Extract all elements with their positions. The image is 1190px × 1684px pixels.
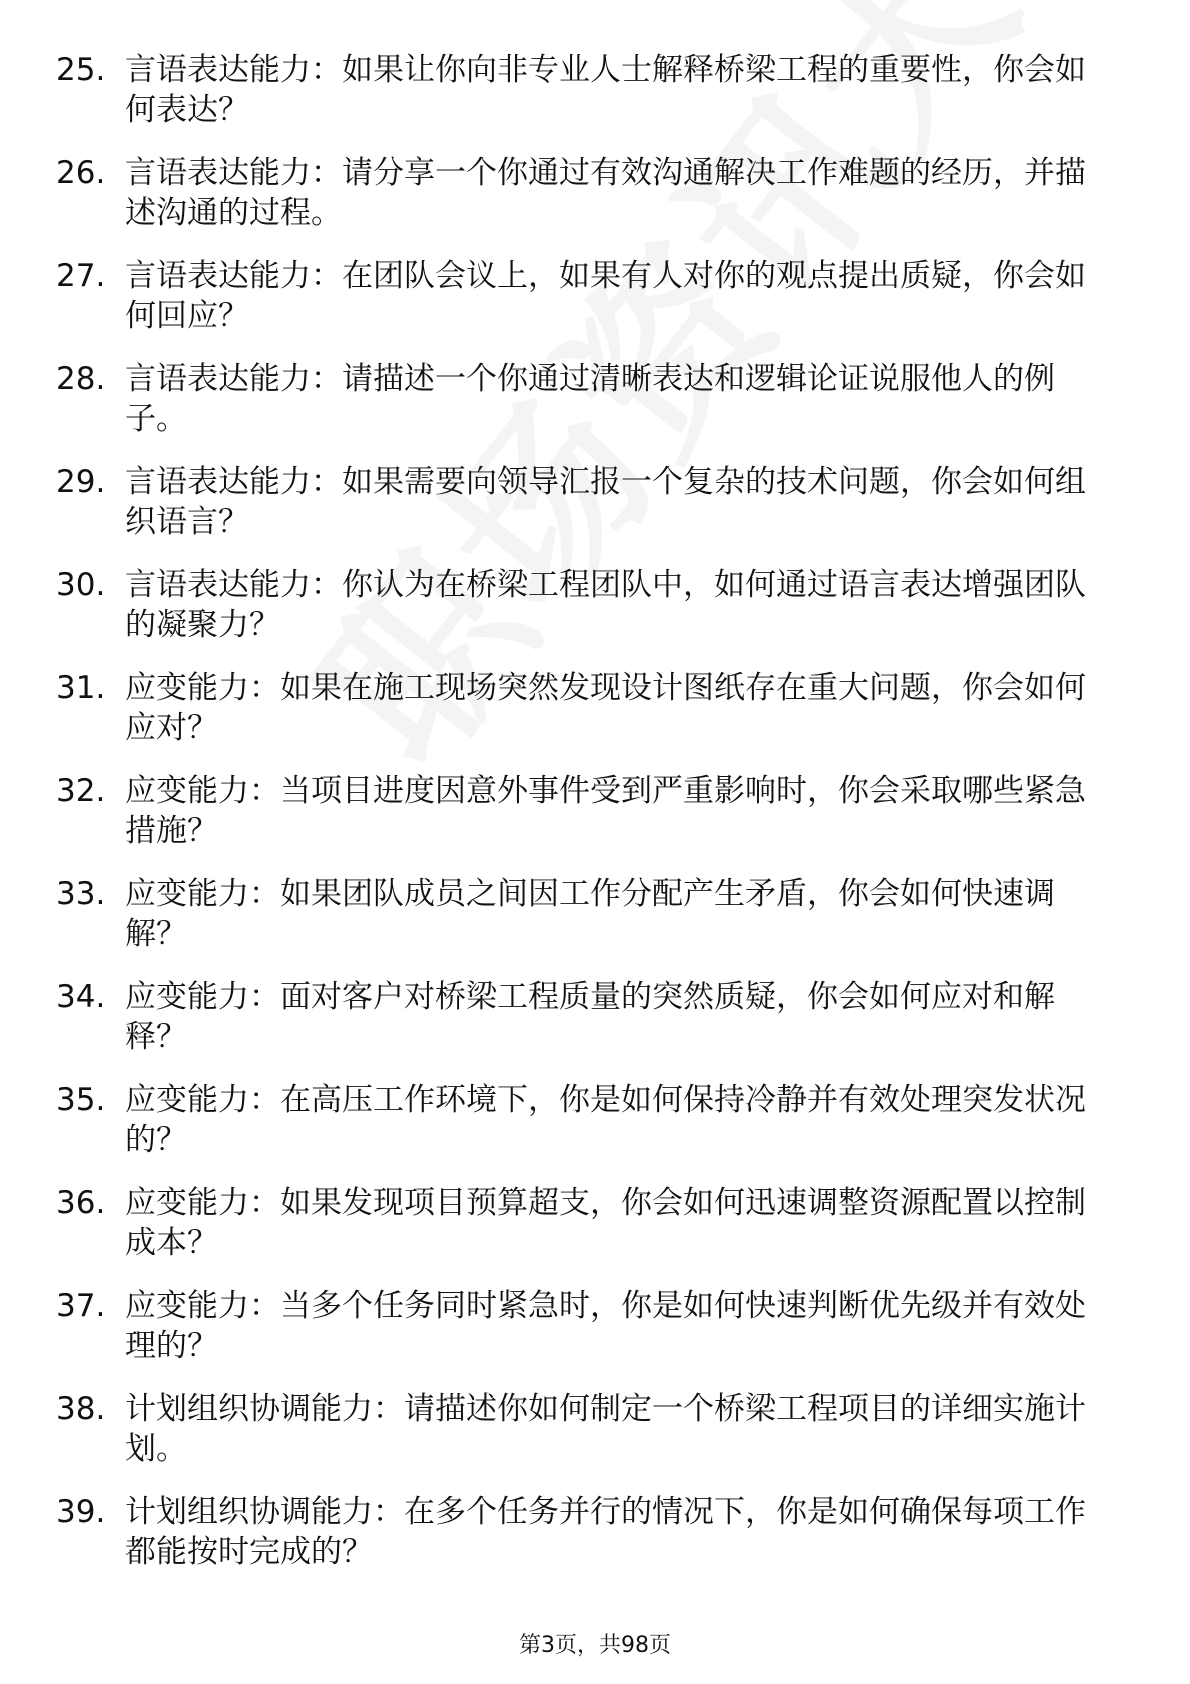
- question-number: 26.: [56, 155, 106, 191]
- question-text: 言语表达能力：在团队会议上，如果有人对你的观点提出质疑，你会如何回应？: [125, 258, 1086, 334]
- question-text: 言语表达能力：请分享一个你通过有效沟通解决工作难题的经历，并描述沟通的过程。: [125, 155, 1086, 231]
- list-item: [0, 771, 1190, 849]
- list-item: [0, 668, 1190, 746]
- question-number: 32.: [56, 773, 106, 809]
- question-text: 言语表达能力：如果需要向领导汇报一个复杂的技术问题，你会如何组织语言？: [125, 464, 1086, 540]
- question-list: [0, 50, 1190, 1595]
- question-text: 应变能力：当多个任务同时紧急时，你是如何快速判断优先级并有效处理的？: [125, 1288, 1086, 1364]
- question-number: 33.: [56, 876, 106, 912]
- question-number: 25.: [56, 52, 106, 88]
- page-footer: 第3页，共98页: [519, 1633, 671, 1658]
- question-number: 34.: [56, 979, 106, 1015]
- question-text: 应变能力：面对客户对桥梁工程质量的突然质疑，你会如何应对和解释？: [125, 979, 1055, 1055]
- question-text: 应变能力：如果团队成员之间因工作分配产生矛盾，你会如何快速调解？: [125, 876, 1055, 952]
- question-text: 计划组织协调能力：请描述你如何制定一个桥梁工程项目的详细实施计划。: [125, 1391, 1086, 1467]
- question-text: 应变能力：当项目进度因意外事件受到严重影响时，你会采取哪些紧急措施？: [125, 773, 1086, 849]
- question-number: 36.: [56, 1185, 106, 1221]
- list-item: [0, 256, 1190, 334]
- question-text: 应变能力：在高压工作环境下，你是如何保持冷静并有效处理突发状况的？: [125, 1082, 1086, 1158]
- list-item: [0, 50, 1190, 128]
- list-item: [0, 1080, 1190, 1158]
- question-text: 计划组织协调能力：在多个任务并行的情况下，你是如何确保每项工作都能按时完成的？: [125, 1494, 1086, 1570]
- list-item: [0, 153, 1190, 231]
- list-item: [0, 462, 1190, 540]
- question-number: 28.: [56, 361, 106, 397]
- list-item: [0, 874, 1190, 952]
- question-number: 29.: [56, 464, 106, 500]
- list-item: [0, 977, 1190, 1055]
- list-item: [0, 565, 1190, 643]
- question-number: 30.: [56, 567, 106, 603]
- list-item: [0, 1492, 1190, 1570]
- question-text: 应变能力：如果在施工现场突然发现设计图纸存在重大问题，你会如何应对？: [125, 670, 1086, 746]
- list-item: [0, 1389, 1190, 1467]
- question-text: 言语表达能力：如果让你向非专业人士解释桥梁工程的重要性，你会如何表达？: [125, 52, 1086, 128]
- list-item: [0, 1286, 1190, 1364]
- question-number: 35.: [56, 1082, 106, 1118]
- question-number: 38.: [56, 1391, 106, 1427]
- question-number: 27.: [56, 258, 106, 294]
- question-text: 应变能力：如果发现项目预算超支，你会如何迅速调整资源配置以控制成本？: [125, 1185, 1086, 1261]
- list-item: [0, 359, 1190, 437]
- question-number: 31.: [56, 670, 106, 706]
- question-text: 言语表达能力：请描述一个你通过清晰表达和逻辑论证说服他人的例子。: [125, 361, 1055, 437]
- question-number: 37.: [56, 1288, 106, 1324]
- question-text: 言语表达能力：你认为在桥梁工程团队中，如何通过语言表达增强团队的凝聚力？: [125, 567, 1086, 643]
- question-number: 39.: [56, 1494, 106, 1530]
- list-item: [0, 1183, 1190, 1261]
